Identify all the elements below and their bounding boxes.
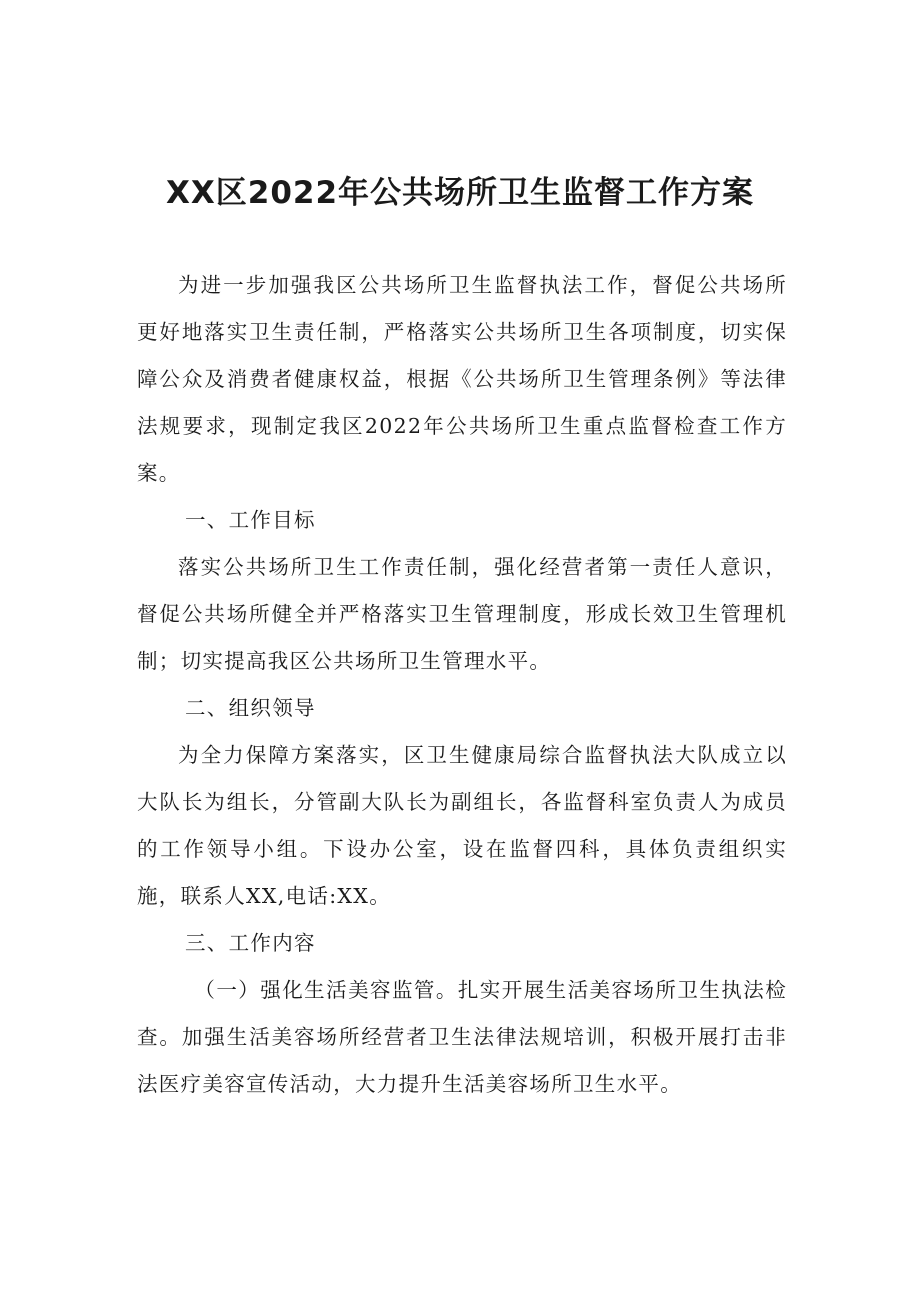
intro-paragraph: 为进一步加强我区公共场所卫生监督执法工作，督促公共场所更好地落实卫生责任制，严格落实公共场所卫生各项制度，切实保障公众及消费者健康权益，根据《公共场所卫生管理条例》等法律法规要求，现制定我区2022年公共场所卫生重点监督检查工作方案。 xyxy=(137,273,787,485)
section-text-content: （一）强化生活美容监管。扎实开展生活美容场所卫生执法检查。加强生活美容场所经营者卫生法律法规培训，积极开展打击非法医疗美容宣传活动，大力提升生活美容场所卫生水平。 xyxy=(137,978,787,1096)
section-heading-goals: 一、工作目标 xyxy=(185,508,316,532)
section-heading-content: 三、工作内容 xyxy=(185,931,316,955)
section-text-goals: 落实公共场所卫生工作责任制，强化经营者第一责任人意识，督促公共场所健全并严格落实卫生管理制度，形成长效卫生管理机制；切实提高我区公共场所卫生管理水平。 xyxy=(137,555,787,673)
section-heading-organization: 二、组织领导 xyxy=(185,696,316,720)
section-text-organization: 为全力保障方案落实，区卫生健康局综合监督执法大队成立以大队长为组长，分管副大队长为副组长，各监督科室负责人为成员的工作领导小组。下设办公室，设在监督四科，具体负责组织实施，联系人XX,电话:XX。 xyxy=(137,743,787,908)
document-body xyxy=(137,262,787,1108)
document-title: XX区2022年公共场所卫生监督工作方案 xyxy=(165,175,755,211)
